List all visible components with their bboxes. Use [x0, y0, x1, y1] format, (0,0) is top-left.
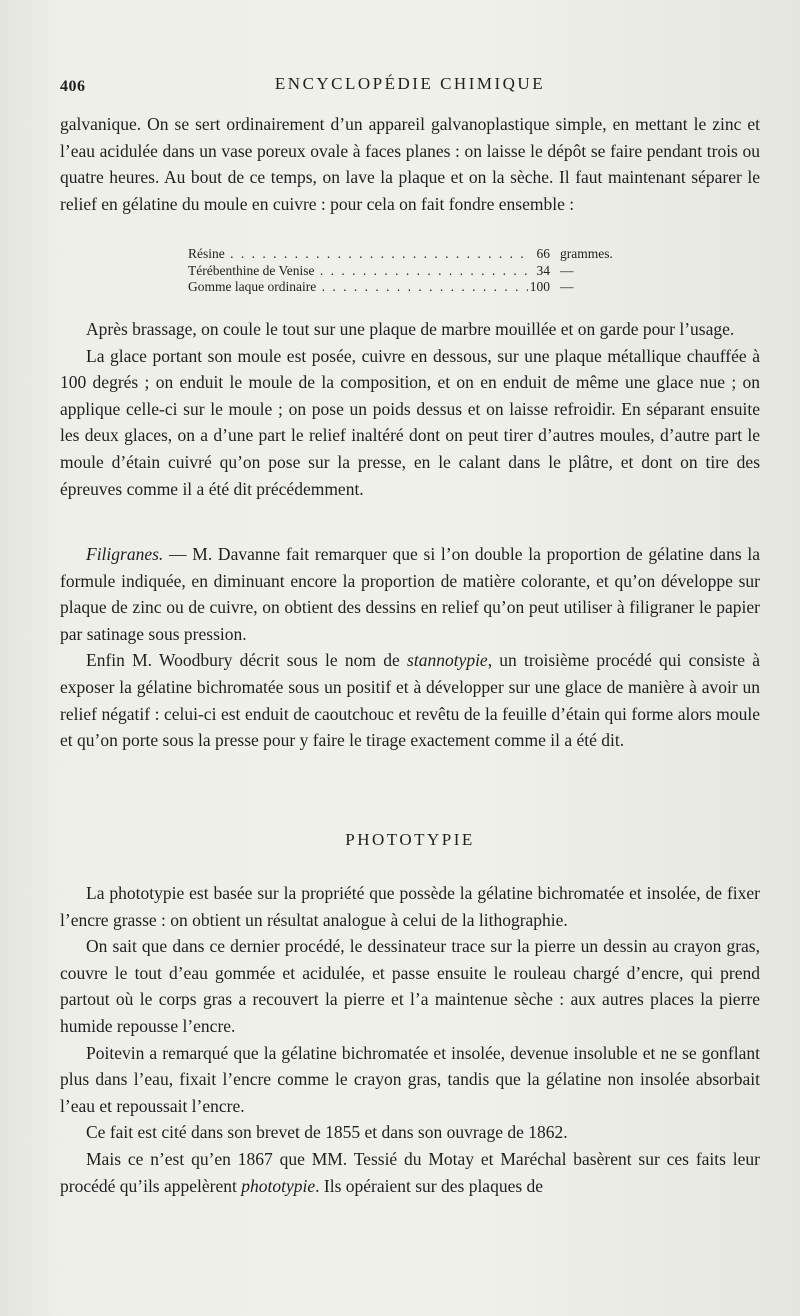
paragraph-tessie-du-motay: [60, 1146, 760, 1199]
ingredient-unit: grammes.: [560, 246, 613, 261]
filigranes-title: Filigranes.: [86, 544, 164, 564]
phototypie-term: phototypie: [241, 1175, 316, 1196]
section-heading-phototypie: PHOTOTYPIE: [345, 830, 475, 849]
body-text-filigranes: [60, 541, 760, 754]
paragraph-filigranes: [60, 541, 760, 647]
paragraph-text: galvanique. On se sert ordinairement d’un appareil galvanoplastique simple, en mettant le zinc et l’eau acidulée dans un vase poreux ovale à faces planes : on laisse le dépôt se faire pendant trois ou quatre heures. Au bout de ce temps, on lave la plaque et on la sèche. Il faut maintenant séparer le relief en gélatine du moule en cuivre : pour cela on fait fondre ensemble :: [60, 114, 760, 214]
ingredient-quantity: 100: [529, 279, 550, 294]
ingredient-unit: —: [560, 262, 574, 278]
stannotypie-text-end: , un troisième procédé qui consiste à exposer la gélatine bichromatée sous un positif et à développer sur une glace de manière à avoir un relief négatif : celui-ci est enduit de caoutchouc et revêtu de la feuille d’étain qui forme alors moule et qu’on porte sous la presse pour y faire le tirage exactement comme il a été dit.: [60, 650, 760, 751]
ingredient-quantity: 34: [536, 262, 550, 278]
ingredient-unit: —: [560, 279, 574, 294]
recipe-table: [188, 246, 648, 296]
running-title: ENCYCLOPÉDIE CHIMIQUE: [274, 74, 546, 93]
recipe-row-resine: [188, 246, 648, 263]
paragraph-poitevin: Poitevin a remarqué que la gélatine bichromatée et insolée, devenue insoluble et ne se gonflant plus dans l’eau, fixait l’encre comme le crayon gras, tandis que la gélatine non insolée absorbait l’eau et repoussait l’encre.: [60, 1042, 760, 1116]
paragraph-brevet: Ce fait est cité dans son brevet de 1855 et dans son ouvrage de 1862.: [86, 1122, 568, 1143]
body-text-phototypie: [60, 880, 760, 1199]
paragraph-glace: La glace portant son moule est posée, cuivre en dessous, sur une plaque métallique chauffée à 100 degrés ; on enduit le moule de la composition, et on en enduit de même une glace nue ; on applique celle-ci sur le moule ; on pose un poids dessus et on laisse refroidir. En séparant ensuite les deux glaces, on a d’une part le relief inaltéré dont on peut tirer d’autres moules, d’autre part le moule d’étain cuivré qu’on pose sur la presse, en le calant dans le plâtre, et dont on tire des épreuves comme il a été dit précédemment.: [60, 345, 760, 499]
paragraph-stannotypie: [60, 647, 760, 753]
tessie-text-start: Mais ce n’est qu’en 1867 que MM. Tessié du Motay et Maréchal basèrent sur ces faits leur procédé qu’ils appelèrent: [60, 1148, 760, 1196]
stannotypie-text-start: Enfin M. Woodbury décrit sous le nom de: [86, 650, 408, 671]
recipe-row-terebenthine: [188, 263, 648, 280]
page-number: 406: [60, 78, 86, 95]
ingredient-quantity: 66: [536, 246, 550, 261]
ingredient-name: Térébenthine de Venise . . .: [188, 263, 528, 280]
page-header: [60, 72, 760, 102]
filigranes-text: — M. Davanne fait remarquer que si l’on double la proportion de gélatine dans la formule indiquée, en diminuant encore la proportion de matière colorante, et qu’on développe sur plaque de zinc ou de cuivre, on obtient des dessins en relief qu’on peut utiliser à filigraner le papier par satinage sous pression.: [60, 544, 760, 644]
paragraph-lithographie: On sait que dans ce dernier procédé, le dessinateur trace sur la pierre un dessin au crayon gras, couvre le tout d’eau gommée et acidulée, et passe ensuite le rouleau chargé d’encre, qui prend partout où le corps gras a recouvert la pierre et l’a maintenue sèche : aux autres places la pierre humide repousse l’encre.: [60, 936, 760, 1036]
paragraph-phototypie-definition: La phototypie est basée sur la propriété que possède la gélatine bichromatée et insolée, de fixer l’encre grasse : on obtient un résultat analogue à celui de la lithographie.: [60, 883, 760, 930]
ingredient-name: Résine . . .: [188, 246, 528, 263]
tessie-text-end: . Ils opéraient sur des plaques de: [315, 1175, 544, 1196]
recipe-row-gomme-laque: [188, 279, 648, 296]
body-text-upper: [60, 316, 760, 502]
paragraph-galvanique: [60, 111, 760, 217]
paragraph-brassage: Après brassage, on coule le tout sur une plaque de marbre mouillée et on garde pour l’usage.: [86, 319, 735, 339]
stannotypie-term: stannotypie: [407, 650, 488, 671]
ingredient-name: Gomme laque ordinaire . . .: [188, 279, 528, 296]
